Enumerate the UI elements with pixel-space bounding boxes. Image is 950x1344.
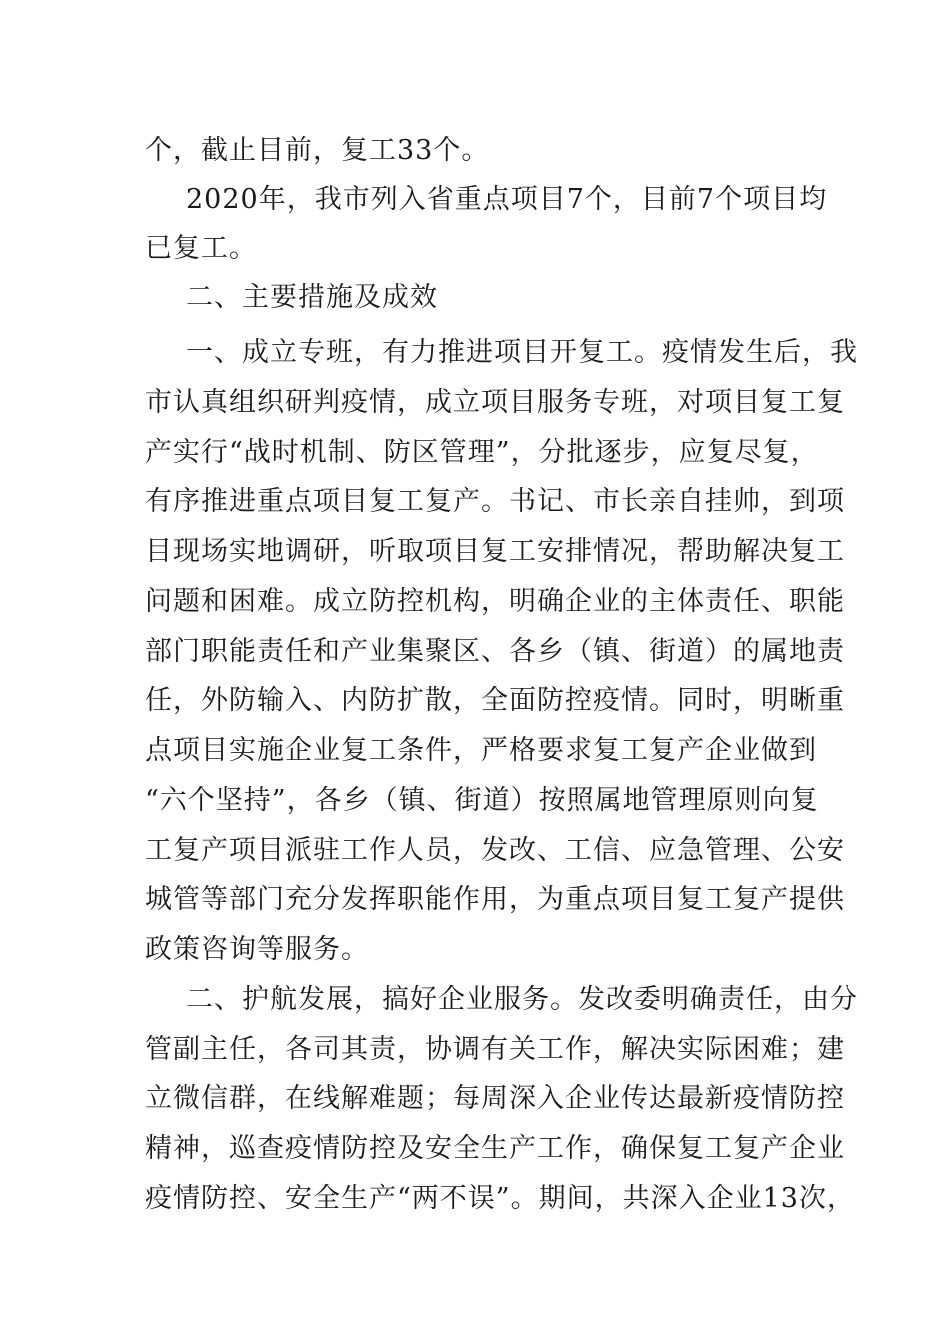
text-line: 部门职能责任和产业集聚区、各乡（镇、街道）的属地责 xyxy=(145,636,845,667)
text-line: 工复产项目派驻工作人员，发改、工信、应急管理、公安 xyxy=(145,835,845,866)
text-line: “六个坚持”，各乡（镇、街道）按照属地管理原则向复 xyxy=(145,785,819,816)
text-line: 任，外防输入、内防扩散，全面防控疫情。同时，明晰重 xyxy=(145,685,845,716)
paragraph-start-line: 二、护航发展，搞好企业服务。发改委明确责任，由分 xyxy=(186,984,858,1015)
section-heading: 二、主要措施及成效 xyxy=(186,282,438,313)
text-line: 精神，巡查疫情防控及安全生产工作，确保复工复产企业 xyxy=(145,1133,845,1164)
text-line: 已复工。 xyxy=(145,233,257,264)
text-line: 有序推进重点项目复工复产。书记、市长亲自挂帅，到项 xyxy=(145,486,845,517)
text-line: 政策咨询等服务。 xyxy=(145,934,369,965)
text-line: 个，截止目前，复工33个。 xyxy=(145,135,490,166)
text-line: 城管等部门充分发挥职能作用，为重点项目复工复产提供 xyxy=(145,884,845,915)
text-line: 市认真组织研判疫情，成立项目服务专班，对项目复工复 xyxy=(145,387,845,418)
text-line: 立微信群，在线解难题；每周深入企业传达最新疫情防控 xyxy=(145,1083,845,1114)
text-line: 管副主任，各司其责，协调有关工作，解决实际困难；建 xyxy=(145,1034,845,1065)
text-line: 问题和困难。成立防控机构，明确企业的主体责任、职能 xyxy=(145,586,845,617)
text-line: 点项目实施企业复工条件，严格要求复工复产企业做到 xyxy=(145,735,817,766)
text-line: 疫情防控、安全生产“两不误”。期间，共深入企业13次， xyxy=(145,1183,855,1214)
text-line: 产实行“战时机制、防区管理”，分批逐步，应复尽复， xyxy=(145,437,819,468)
paragraph-start-line: 一、成立专班，有力推进项目开复工。疫情发生后，我 xyxy=(186,337,858,368)
text-line: 目现场实地调研，听取项目复工安排情况，帮助解决复工 xyxy=(145,536,845,567)
paragraph-start-line: 2020年，我市列入省重点项目7个，目前7个项目均 xyxy=(186,184,828,215)
